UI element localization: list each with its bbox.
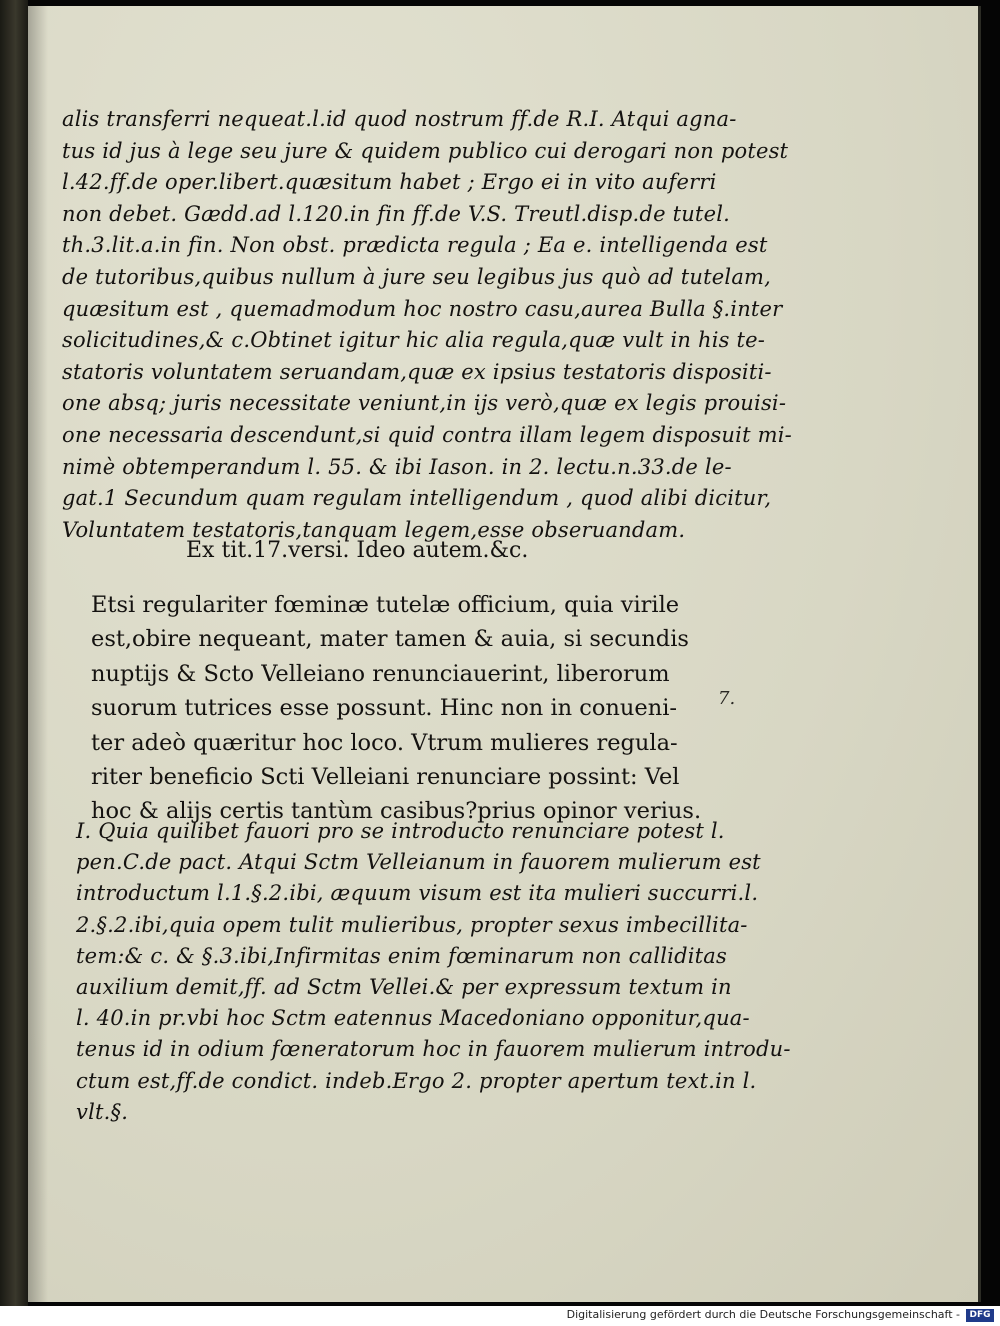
book-page <box>28 6 981 1302</box>
text-line: de tutoribus,quibus nullum à jure seu legibus jus quò ad tutelam, <box>62 264 772 289</box>
preceding-page-edge <box>0 0 28 1306</box>
text-line: statoris voluntatem seruandam,quæ ex ipsius testatoris dispositi- <box>62 359 772 384</box>
text-line: hoc & alijs certis tantùm casibus?prius opinor verius. <box>91 798 702 825</box>
text-line: ctum est,ff.de condict. indeb.Ergo 2. propter apertum text.in l. <box>76 1068 757 1093</box>
text-line: pen.C.de pact. Atqui Sctm Velleianum in fauorem mulierum est <box>76 850 761 875</box>
text-line: nimè obtemperandum l. 55. & ibi Iason. in 2. lectu.n.33.de le- <box>62 454 732 479</box>
text-line: non debet. Gædd.ad l.120.in fin ff.de V.S. Treutl.disp.de tutel. <box>62 201 730 226</box>
text-line: tus id jus à lege seu jure & quidem publico cui derogari non potest <box>62 138 789 163</box>
text-line: nuptijs & Scto Velleiano renunciauerint, liberorum <box>91 660 670 687</box>
text-line: Voluntatem testatoris,tanquam legem,esse obseruandam. <box>62 517 686 542</box>
funding-credit: Digitalisierung gefördert durch die Deutsche Forschungsgemeinschaft - <box>566 1308 960 1321</box>
text-line: Etsi regulariter fœminæ tutelæ officium, quia virile <box>91 592 680 618</box>
text-line: riter beneficio Scti Velleiani renunciare possint: Vel <box>91 763 680 790</box>
gutter-shadow <box>28 6 48 1302</box>
text-line: 2.§.2.ibi,quia opem tulit mulieribus, propter sexus imbecillita- <box>76 912 748 937</box>
main-paragraph <box>91 588 723 829</box>
text-line: ter adeò quæritur hoc loco. Vtrum mulieres regula- <box>91 729 678 756</box>
top-paragraph <box>62 104 792 546</box>
text-line: one necessaria descendunt,si quid contra illam legem disposuit mi- <box>62 422 792 447</box>
text-line: introductum l.1.§.2.ibi, æquum visum est ita mulieri succurri.l. <box>76 881 759 906</box>
text-line: quæsitum est , quemadmodum hoc nostro casu,aurea Bulla §.inter <box>62 296 783 321</box>
text-line: suorum tutrices esse possunt. Hinc non in conueni- <box>91 695 678 722</box>
text-line: auxilium demit,ff. ad Sctm Vellei.& per expressum textum in <box>76 974 732 999</box>
bottom-paragraph <box>76 816 791 1128</box>
section-heading: Ex tit.17.versi. Ideo autem.&c. <box>186 538 529 563</box>
text-line: l. 40.in pr.vbi hoc Sctm eatennus Macedoniano opponitur,qua- <box>76 1006 750 1031</box>
text-line: alis transferri nequeat.l.id quod nostrum ff.de R.I. Atqui agna- <box>62 107 737 131</box>
dfg-logo: DFG <box>966 1309 994 1322</box>
text-line: vlt.§. <box>76 1099 129 1124</box>
text-line: th.3.lit.a.in fin. Non obst. prædicta regula ; Ea e. intelligenda est <box>62 233 768 258</box>
text-line: l.42.ff.de oper.libert.quæsitum habet ; Ergo ei in vito auferri <box>62 170 717 195</box>
text-line: one absq; juris necessitate veniunt,in ijs verò,quæ ex legis prouisi- <box>62 391 787 416</box>
text-line: gat.1 Secundum quam regulam intelligendum , quod alibi dicitur, <box>62 486 772 511</box>
text-line: tenus id in odium fœneratorum hoc in fauorem mulierum introdu- <box>76 1037 791 1062</box>
margin-note: 7. <box>718 688 736 709</box>
text-line: est,obire nequeant, mater tamen & auia, si secundis <box>91 626 689 653</box>
text-line: I. Quia quilibet fauori pro se introducto renunciare potest l. <box>76 819 725 843</box>
text-line: tem:& c. & §.3.ibi,Infirmitas enim fœminarum non calliditas <box>76 943 727 968</box>
text-line: solicitudines,& c.Obtinet igitur hic alia regula,quæ vult in his te- <box>62 328 766 353</box>
footer-bar <box>0 1306 1000 1326</box>
